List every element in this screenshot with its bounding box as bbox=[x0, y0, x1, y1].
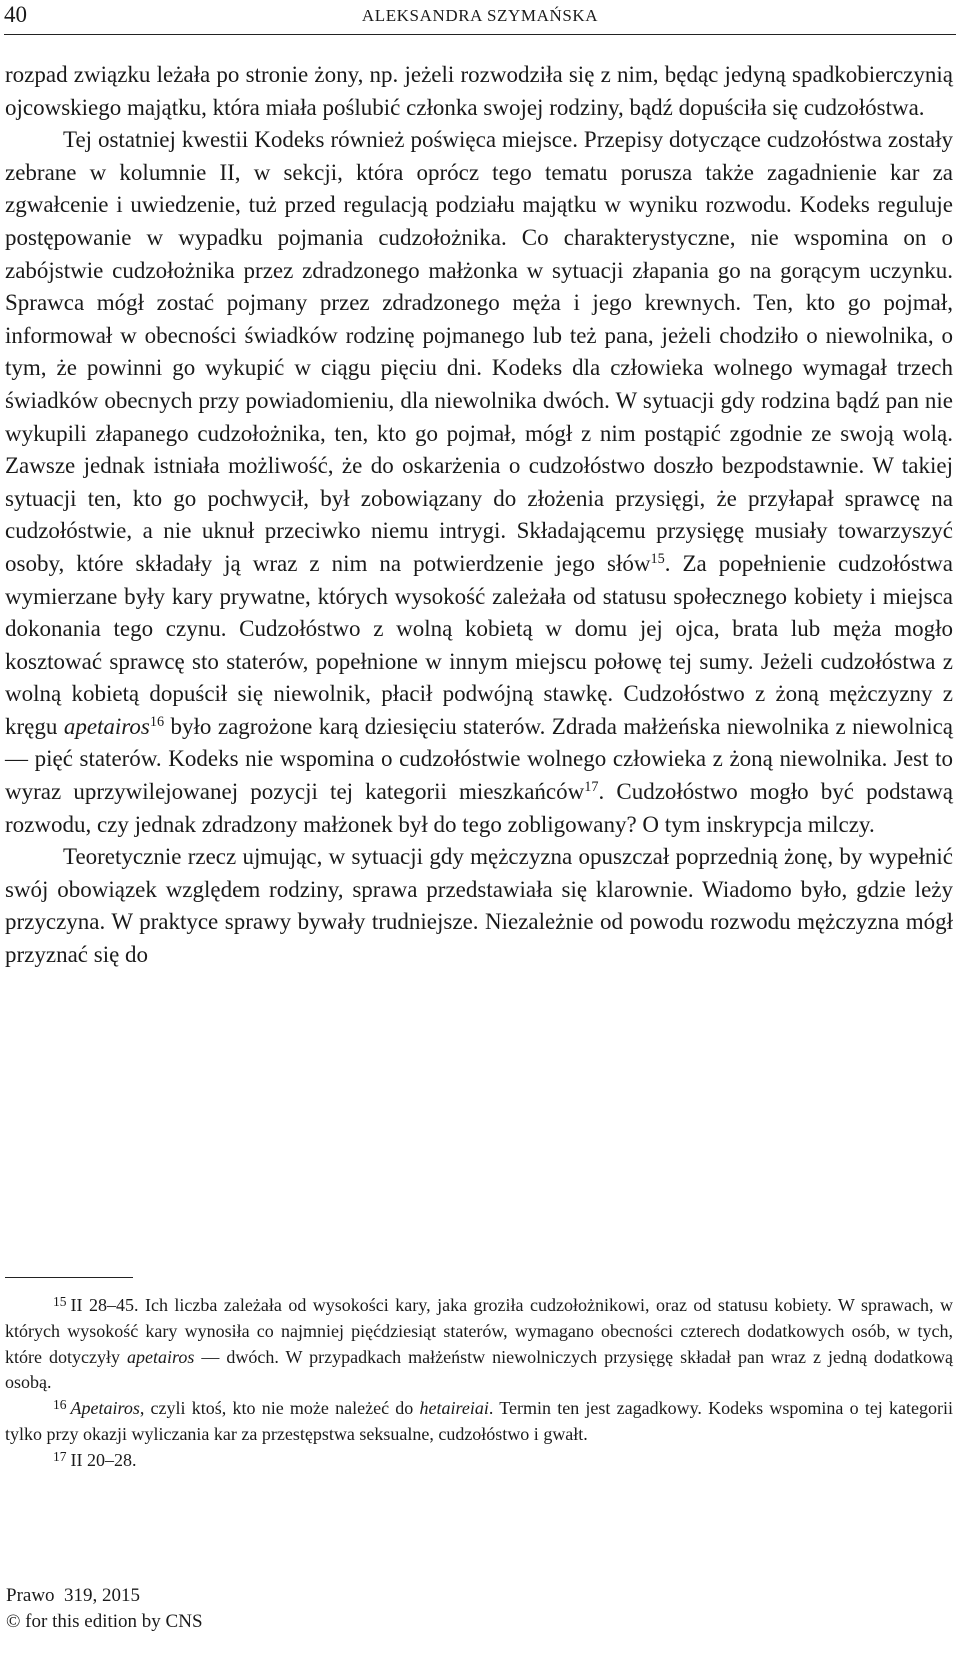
paragraph-2 bbox=[5, 124, 953, 841]
paragraph-2-text-a: Tej ostatniej kwestii Kodeks również poświęca miejsce. Przepisy dotyczące cudzołóstwa zostały zebrane w kolumnie II, w sekcji, która oprócz tego tematu porusza także zagadnienie kar za zgwałcenie i uwiedzenie, tuż przed regulacją podziału majątku w wyniku rozwodu. Kodeks reguluje postępowanie w wypadku pojmania cudzołożnika. Co charakterystyczne, nie wspomina on o zabójstwie cudzołożnika przez zdradzonego małżonka w sytuacji złapania go na gorącym uczynku. Sprawca mógł zostać pojmany przez zdradzonego męża i jego krewnych. Ten, kto go pojmał, informował w obecności świadków rodzinę pojmanego lub też pana, jeżeli chodziło o niewolnika, o tym, że powinni go wykupić w ciągu pięciu dni. Kodeks dla człowieka wolnego wymagał trzech świadków obecnych przy powiadomieniu, dla niewolnika dwóch. W sytuacji gdy rodzina bądź pan nie wykupili złapanego cudzołożnika, ten, kto go pojmał, mógł z nim postąpić zgodnie ze swoją wolą. Zawsze jednak istniała możliwość, że do oskarżenia o cudzołóstwo doszło bezpodstawnie. W takiej sytuacji ten, kto go pochwycił, był zobowiązany do złożenia przysięgi, że przyłapał sprawcę na cudzołóstwie, a nie uknuł przeciwko niemu intrygi. Składającemu przysięgę musiały towarzyszyć osoby, które składały ją wraz z nim na potwierdzenie jego słów bbox=[5, 127, 953, 576]
footnote-ref-15[interactable]: 15 bbox=[650, 551, 665, 568]
paragraph-1: rozpad związku leżała po stronie żony, np. jeżeli rozwodziła się z nim, będąc jedyną spadkobierczynią ojcowskiego majątku, która miała poślubić członka swojej rodziny, bądź dopuściła się cudzołóstwa. bbox=[5, 62, 953, 120]
footnote-17 bbox=[5, 1448, 953, 1474]
paragraph-2-text-b: . Za popełnienie cudzołóstwa wymierzane były kary prywatne, których wysokość zależała od statusu społecznego kobiety i miejsca dokonania tego czynu. Cudzołóstwo z wolną kobietą w domu jej ojca, brata lub męża mogło kosztować sprawcę sto staterów, popełnione w innym miejscu połowę tej sumy. Jeżeli cudzołóstwa z wolną kobietą dopuścił się niewolnik, płacił podwójną stawkę. Cudzołóstwo z żoną mężczyzny z kręgu bbox=[5, 550, 953, 739]
footnote-16-term-1: Apetairos bbox=[70, 1398, 140, 1419]
footnote-15-mark: 15 bbox=[53, 1294, 67, 1310]
footnote-16-text-a: , czyli ktoś, kto nie może należeć do bbox=[139, 1398, 420, 1419]
footnote-16-term-2: hetaireiai bbox=[419, 1398, 489, 1419]
copyright-notice: © for this edition by CNS bbox=[6, 1611, 203, 1632]
footnote-separator bbox=[5, 1277, 133, 1278]
paragraph-3: Teoretycznie rzecz ujmując, w sytuacji gdy mężczyzna opuszczał poprzednią żonę, by wypełnić swój obowiązek względem rodziny, sprawa przedstawiała się klarownie. Wiadomo było, gdzie leży przyczyna. W praktyce sprawy bywały trudniejsze. Niezależnie od powodu rozwodu mężczyzna mógł przyznać się do bbox=[5, 844, 953, 968]
footnote-ref-16[interactable]: 16 bbox=[149, 714, 165, 731]
footnote-15-term: apetairos bbox=[126, 1346, 195, 1367]
term-apetairos: apetairos bbox=[63, 713, 150, 739]
footnote-16-mark: 16 bbox=[53, 1397, 67, 1413]
paragraph-2-text-c: było zagrożone karą dziesięciu staterów. Zdrada małżeńska niewolnika z niewolnicą — pięć staterów. Kodeks nie wspomina o cudzołóstwie wolnego człowieka z żoną niewolnika. Jest to wyraz uprzywilejowanej pozycji tej kategorii mieszkańców bbox=[5, 713, 954, 805]
footnote-15-text-b: — dwóch. W przypadkach małżeństw niewolniczych przysięgę składał pan wraz z jedną dodatkową osobą. bbox=[5, 1346, 953, 1393]
page-number: 40 bbox=[4, 2, 27, 27]
footnotes bbox=[5, 1293, 953, 1474]
footnote-15 bbox=[5, 1293, 953, 1396]
journal-citation: Prawo 319, 2015 bbox=[6, 1585, 141, 1606]
publication-info bbox=[6, 1583, 203, 1635]
body-text bbox=[5, 59, 953, 972]
paragraph-2-text-d: . Cudzołóstwo mogło być podstawą rozwodu, czy jednak zdradzony małżonek był do tego zobligowany? O tym inskrypcja milczy. bbox=[5, 779, 953, 837]
footnote-17-text: II 20–28. bbox=[70, 1449, 137, 1470]
running-title: ALEKSANDRA SZYMAŃSKA bbox=[361, 6, 599, 25]
footnote-16 bbox=[5, 1396, 953, 1448]
running-head bbox=[4, 0, 956, 35]
footnote-16-text-b: . Termin ten jest zagadkowy. Kodeks wspomina o tej kategorii tylko przy okazji wyliczania kar za przestępstwa seksualne, cudzołóstwo i gwałt. bbox=[5, 1398, 954, 1444]
footnote-15-text-a: II 28–45. Ich liczba zależała od wysokości kary, jaka groziła cudzołożnikowi, oraz od statusu kobiety. W sprawach, w których wysokość kary wynosiła co najmniej pięćdziesiąt staterów, wymagano obecności czterech dodatkowych osób, w tych, które dotyczyły bbox=[5, 1295, 953, 1367]
footnote-ref-17[interactable]: 17 bbox=[584, 779, 599, 796]
footnote-17-mark: 17 bbox=[53, 1449, 67, 1465]
